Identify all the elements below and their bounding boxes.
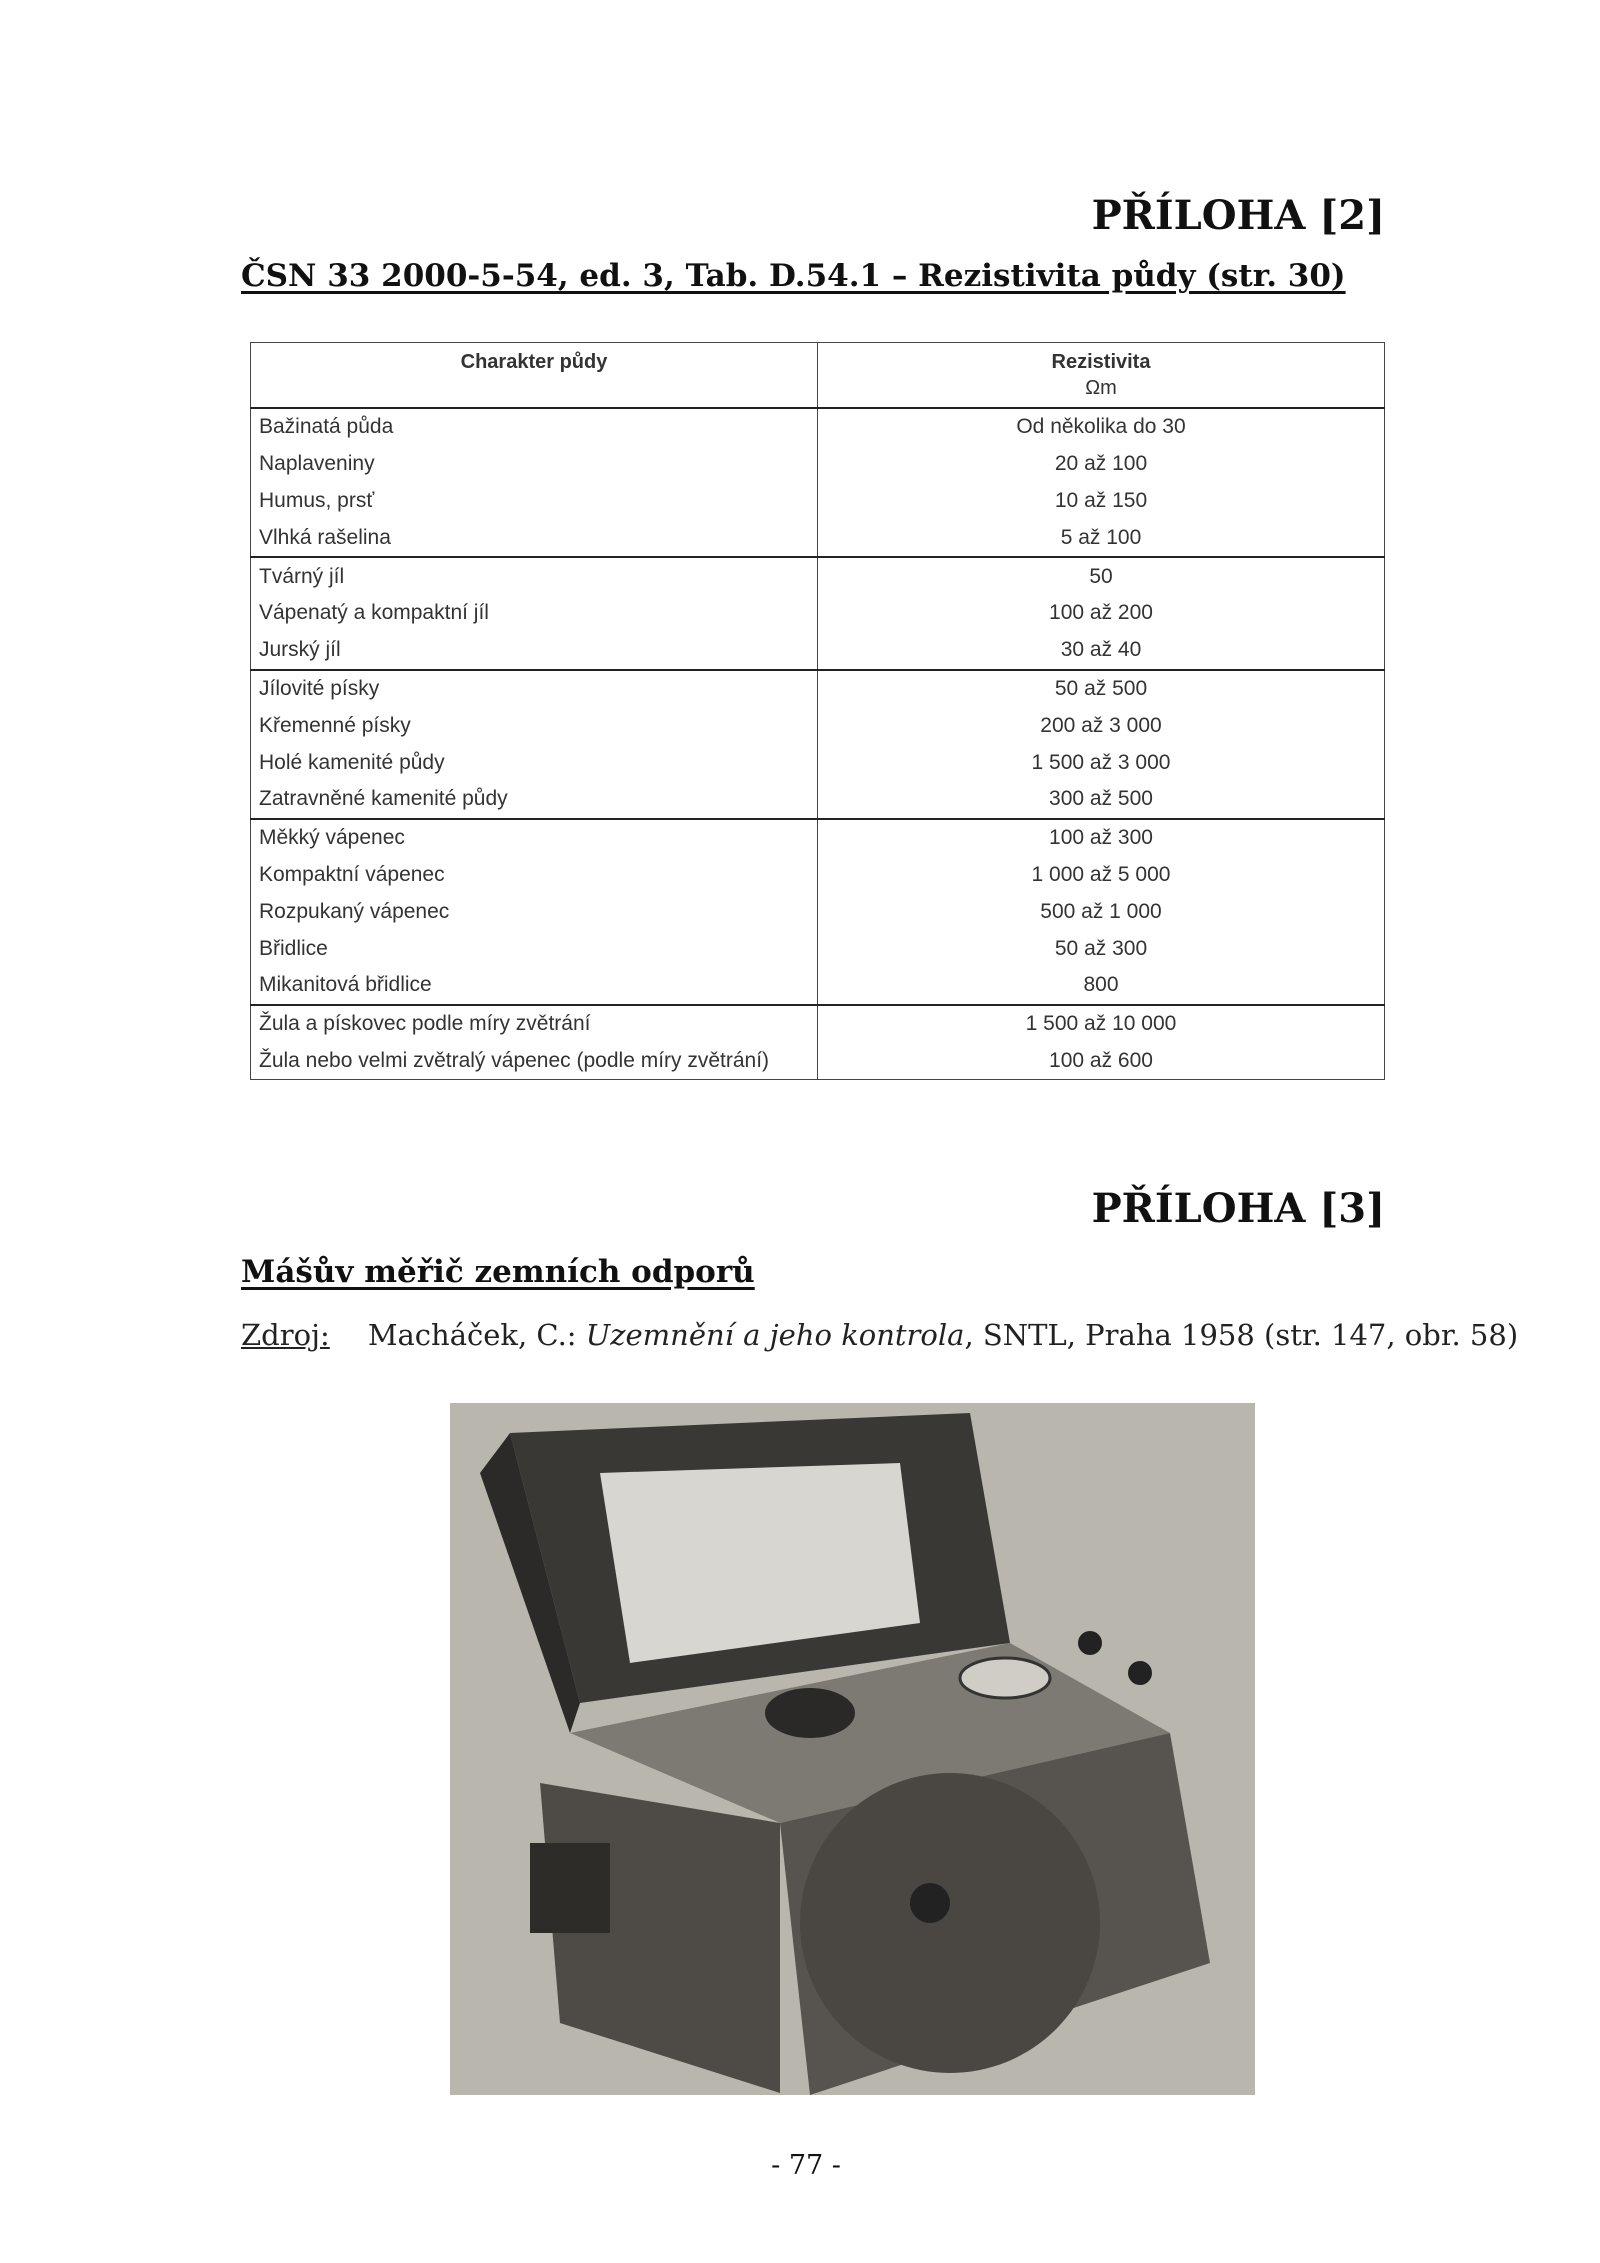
soil-cell: Žula nebo velmi zvětralý vápenec (podle míry zvětrání): [251, 1043, 818, 1080]
annex-3-title: PŘÍLOHA [3]: [1091, 1185, 1385, 1232]
table-row: [251, 930, 1385, 967]
table-row: [251, 967, 1385, 1005]
table-row: [251, 670, 1385, 708]
resistivity-cell: 30 až 40: [818, 632, 1385, 670]
soil-cell: Rozpukaný vápenec: [251, 893, 818, 930]
table-row: [251, 595, 1385, 632]
soil-cell: Zatravněné kamenité půdy: [251, 781, 818, 819]
table-row: [251, 408, 1385, 446]
table-row: [251, 519, 1385, 557]
soil-cell: Měkký vápenec: [251, 819, 818, 857]
table-row: [251, 819, 1385, 857]
resistivity-cell: 300 až 500: [818, 781, 1385, 819]
table-row: [251, 632, 1385, 670]
soil-cell: Holé kamenité půdy: [251, 744, 818, 781]
resistivity-cell: 10 až 150: [818, 483, 1385, 520]
resistivity-cell: 200 až 3 000: [818, 707, 1385, 744]
resistivity-cell: 500 až 1 000: [818, 893, 1385, 930]
soil-cell: Mikanitová břidlice: [251, 967, 818, 1005]
resistivity-cell: 20 až 100: [818, 446, 1385, 483]
resistivity-cell: 100 až 300: [818, 819, 1385, 857]
resistivity-table: [250, 342, 1385, 1080]
resistivity-cell: 100 až 600: [818, 1043, 1385, 1080]
source-title: Uzemnění a jeho kontrola: [585, 1318, 965, 1352]
resistivity-cell: 1 000 až 5 000: [818, 857, 1385, 894]
soil-cell: Jurský jíl: [251, 632, 818, 670]
source-label: Zdroj:: [241, 1318, 330, 1352]
resistivity-cell: 100 až 200: [818, 595, 1385, 632]
earth-resistance-meter-photo: [450, 1403, 1255, 2095]
soil-cell: Jílovité písky: [251, 670, 818, 708]
source-citation: [241, 1318, 1518, 1352]
table-row: [251, 857, 1385, 894]
soil-cell: Kompaktní vápenec: [251, 857, 818, 894]
resistivity-cell: 1 500 až 10 000: [818, 1005, 1385, 1043]
source-details: , SNTL, Praha 1958 (str. 147, obr. 58): [964, 1318, 1519, 1352]
resistivity-cell: 50 až 500: [818, 670, 1385, 708]
resistivity-cell: 800: [818, 967, 1385, 1005]
table-row: [251, 744, 1385, 781]
soil-cell: Humus, prsť: [251, 483, 818, 520]
page-number: - 77 -: [771, 2150, 841, 2181]
resistivity-cell: 1 500 až 3 000: [818, 744, 1385, 781]
annex-2-heading: ČSN 33 2000-5-54, ed. 3, Tab. D.54.1 – Rezistivita půdy (str. 30): [241, 258, 1346, 294]
annex-2-title: PŘÍLOHA [2]: [1091, 192, 1385, 239]
annex-3-heading: Mášův měřič zemních odporů: [241, 1254, 755, 1290]
column-header-resistivity: Rezistivita Ωm: [818, 343, 1385, 409]
resistivity-cell: 50: [818, 557, 1385, 595]
soil-cell: Vápenatý a kompaktní jíl: [251, 595, 818, 632]
soil-cell: Naplaveniny: [251, 446, 818, 483]
soil-cell: Břidlice: [251, 930, 818, 967]
soil-cell: Vlhká rašelina: [251, 519, 818, 557]
column-header-soil: Charakter půdy: [251, 343, 818, 409]
resistivity-cell: Od několika do 30: [818, 408, 1385, 446]
table-row: [251, 781, 1385, 819]
table-row: [251, 446, 1385, 483]
soil-cell: Bažinatá půda: [251, 408, 818, 446]
soil-cell: Žula a pískovec podle míry zvětrání: [251, 1005, 818, 1043]
table-row: [251, 483, 1385, 520]
soil-cell: Tvárný jíl: [251, 557, 818, 595]
table-row: [251, 707, 1385, 744]
source-author: Macháček, C.:: [367, 1318, 586, 1352]
table-row: [251, 1043, 1385, 1080]
table-row: [251, 557, 1385, 595]
table-row: [251, 893, 1385, 930]
resistivity-cell: 50 až 300: [818, 930, 1385, 967]
resistivity-cell: 5 až 100: [818, 519, 1385, 557]
table-row: [251, 1005, 1385, 1043]
soil-cell: Křemenné písky: [251, 707, 818, 744]
